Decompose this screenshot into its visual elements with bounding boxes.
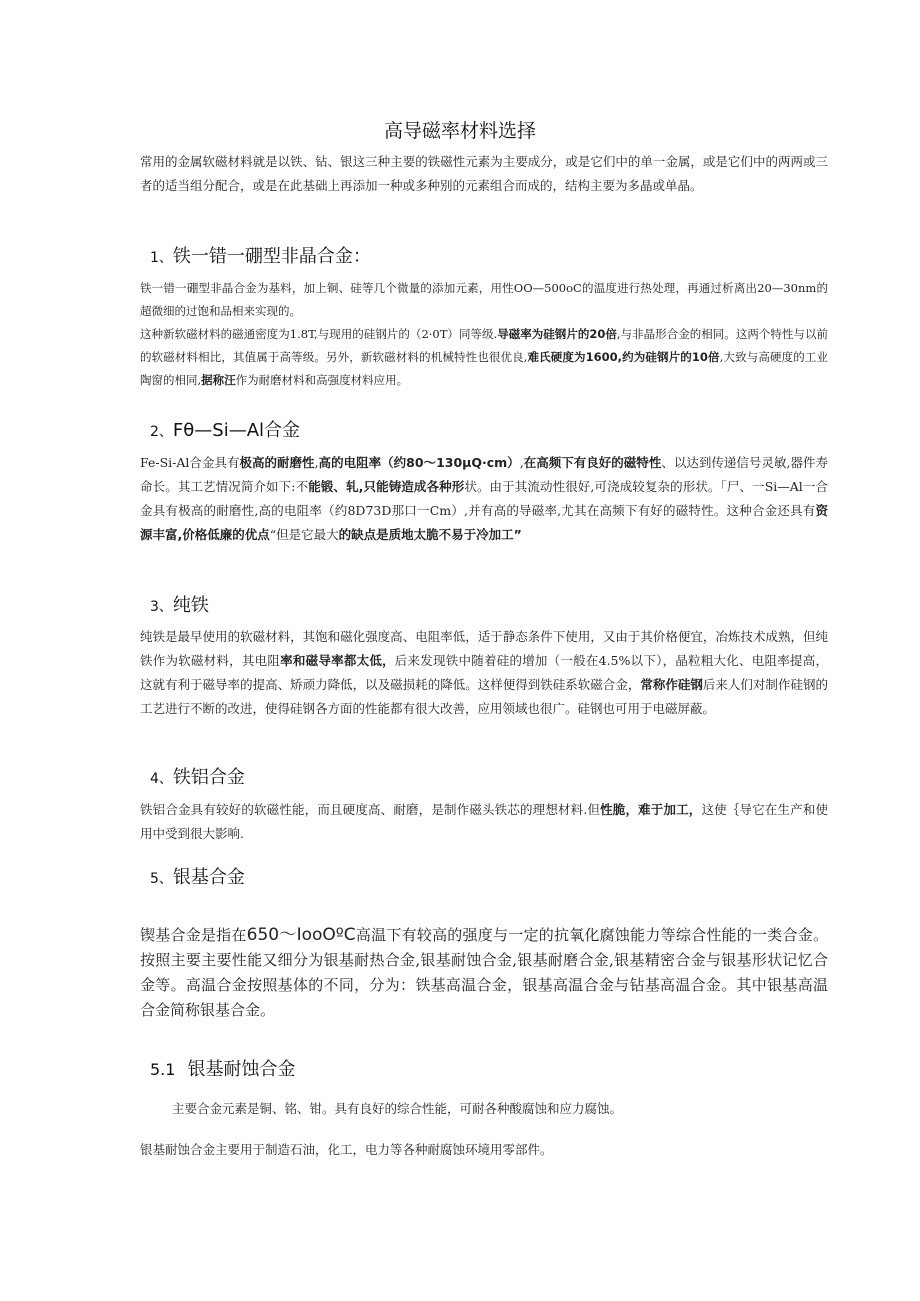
section-5-1-heading <box>150 1055 295 1081</box>
text-run: Fe-Si-Al合金具有 <box>140 455 240 470</box>
section-4-heading <box>150 763 245 789</box>
intro-text: 常用的金属软磁材料就是以铁、钻、银这三种主要的铁磁性元素为主要成分，或是它们中的单一金属，或是它们中的两两或三者的适当组分配合，或是在此基础上再添加一种或多种别的元素组合而成的，结构主要为多晶或单晶。 <box>140 154 828 193</box>
text-run: , <box>519 455 524 470</box>
bold-run: 常称作硅钢 <box>640 677 703 692</box>
text-run: , <box>314 455 319 470</box>
section-4-body <box>140 798 828 846</box>
section-4-paragraph <box>140 798 828 846</box>
text-run: 纯铁是最早使用的软磁材料，其饱和磁化强度高、电阻率低，适于静态条件下使用，又由于其价格便宜，冶炼技术成熟，但纯铁作为软磁材料，其电阻 <box>140 629 828 668</box>
section-5-1-body-1 <box>172 1097 828 1121</box>
bold-run: 的缺点是质地太脆不易于冷加工” <box>338 527 522 542</box>
section-1-heading <box>150 242 371 268</box>
text-run: ,大致与高硬度的工业陶窗的相同, <box>140 350 829 387</box>
text-run: 锲基合金是指在 <box>140 926 247 944</box>
bold-run: 在高频下有良好的磁特性 <box>523 455 662 470</box>
text-run: 状。由于其流动性很好,可浇成较复杂的形状。「尸、一Si—Al一合金具有极高的耐磨性,高的电阻率（约8D73D那口一Cm）,并有高的导磁率,尤其在高频下有好的磁特性。这种合金还具有 <box>140 479 829 518</box>
text-run: 铁铝合金具有较好的软磁性能，而且硬度高、耐磨，是制作磁头铁芯的理想材料.但 <box>140 802 601 817</box>
text-run: 作为耐磨材料和高强度材料应用。 <box>235 373 409 387</box>
section-5-1-body-2 <box>140 1138 828 1162</box>
bold-run: 高的电阻率（约80～130μQ·cm） <box>318 455 520 470</box>
bold-run: 资源丰富,价格低廉的优点 <box>140 503 828 542</box>
section-4-title: 铁铝合金 <box>172 767 245 788</box>
section-5-1-number: 5.1 <box>150 1060 176 1079</box>
section-3-paragraph <box>140 625 828 721</box>
section-1-number: 1、 <box>150 250 173 266</box>
section-5-1-paragraph-1: 主要合金元素是铜、铭、钳。具有良好的综合性能，可耐各种酸腐蚀和应力腐蚀。 <box>172 1101 623 1116</box>
section-4-number: 4、 <box>150 771 173 787</box>
bold-run: 性脆，难于加工， <box>600 802 702 817</box>
section-3-title: 纯铁 <box>172 595 209 616</box>
section-1-title: 铁一错一硼型非晶合金： <box>172 246 371 267</box>
text-run: 后来人们对制作硅钢的工艺进行不断的改进，使得硅钢各方面的性能都有很大改善，应用领域也很广。硅钢也可用于电磁屏蔽。 <box>140 677 828 716</box>
section-5-1-paragraph-2: 银基耐蚀合金主要用于制造石油，化工，电力等各种耐腐蚀环境用零部件。 <box>140 1142 553 1157</box>
section-2-heading <box>150 416 300 442</box>
bold-run: 导磁率为硅钢片的20倍 <box>497 327 617 341</box>
text-run: “但是它最大 <box>269 527 339 542</box>
bold-run: 极高的耐磨性 <box>239 455 315 470</box>
intro-paragraph <box>140 150 828 198</box>
text-run: 这种新软磁材料的磁通密度为1.8T,与现用的硅钢片的（2·0T）同等级. <box>140 327 498 341</box>
section-5-paragraph <box>140 923 828 1023</box>
temperature-range: 650～IooOºC <box>246 925 356 945</box>
text-run: 高温下有较高的强度与一定的抗氧化腐蚀能力等综合性能的一类合金。按照主要主要性能又细分为银基耐热合金,银基耐蚀合金,银基耐磨合金,银基精密合金与银基形状记忆合金等。高温合金按照基体的不同，分为：铁基高温合金，银基高温合金与钻基高温合金。其中银基高温合金简称银基合金。 <box>140 926 828 1019</box>
text-run: 这使｛导它在生产和使用中受到很大影响. <box>140 802 828 841</box>
section-5-1-title: 银基耐蚀合金 <box>187 1059 296 1080</box>
section-1-paragraph-1: 铁一错一硼型非晶合金为基料，加上铜、硅等几个微量的添加元素，用性OO—500oC的温度进行热处理，再通过析离出20—30nm的超微细的过饱和品相来实现的。 <box>140 281 828 318</box>
section-2-title: Fθ—Si—Al合金 <box>172 420 301 441</box>
section-5-title: 银基合金 <box>172 867 245 888</box>
section-5-body <box>140 923 828 1023</box>
text-run: ,与非晶形合金的相同。这两个特性与以前的软磁材料相比，其值属于高等级。另外，新软磁材料的机械特性也很优良, <box>140 327 828 364</box>
section-2-body <box>140 451 828 547</box>
bold-run: 率和磁导率都太低， <box>280 653 395 668</box>
section-2-number: 2、 <box>150 424 173 440</box>
section-5-number: 5、 <box>150 871 173 887</box>
section-3-number: 3、 <box>150 599 173 615</box>
section-2-paragraph <box>140 451 828 547</box>
bold-run: 据称汪 <box>201 373 236 387</box>
bold-run: 难氏硬度为1600,约为硅钢片的10倍 <box>527 350 720 364</box>
bold-run: 能锻、轧,只能铸造成各种形 <box>308 479 465 494</box>
section-1-body <box>140 277 828 392</box>
section-1-paragraph-2 <box>140 323 828 392</box>
text-run: 后来发现铁中随着硅的增加（一般在4.5%以下），晶粒粗大化、电阻率提高，这就有利于磁导率的提高、矫顽力降低，以及磁损耗的降低。这样便得到铁硅系软磁合金， <box>140 653 828 692</box>
section-3-heading <box>150 591 209 617</box>
section-3-body <box>140 625 828 721</box>
section-5-heading <box>150 863 245 889</box>
page-title: 高导磁率材料选择 <box>383 120 536 142</box>
text-run: 、以达到传递信号灵敏,器件寿命长。其工艺情况简介如下:不 <box>140 455 828 494</box>
